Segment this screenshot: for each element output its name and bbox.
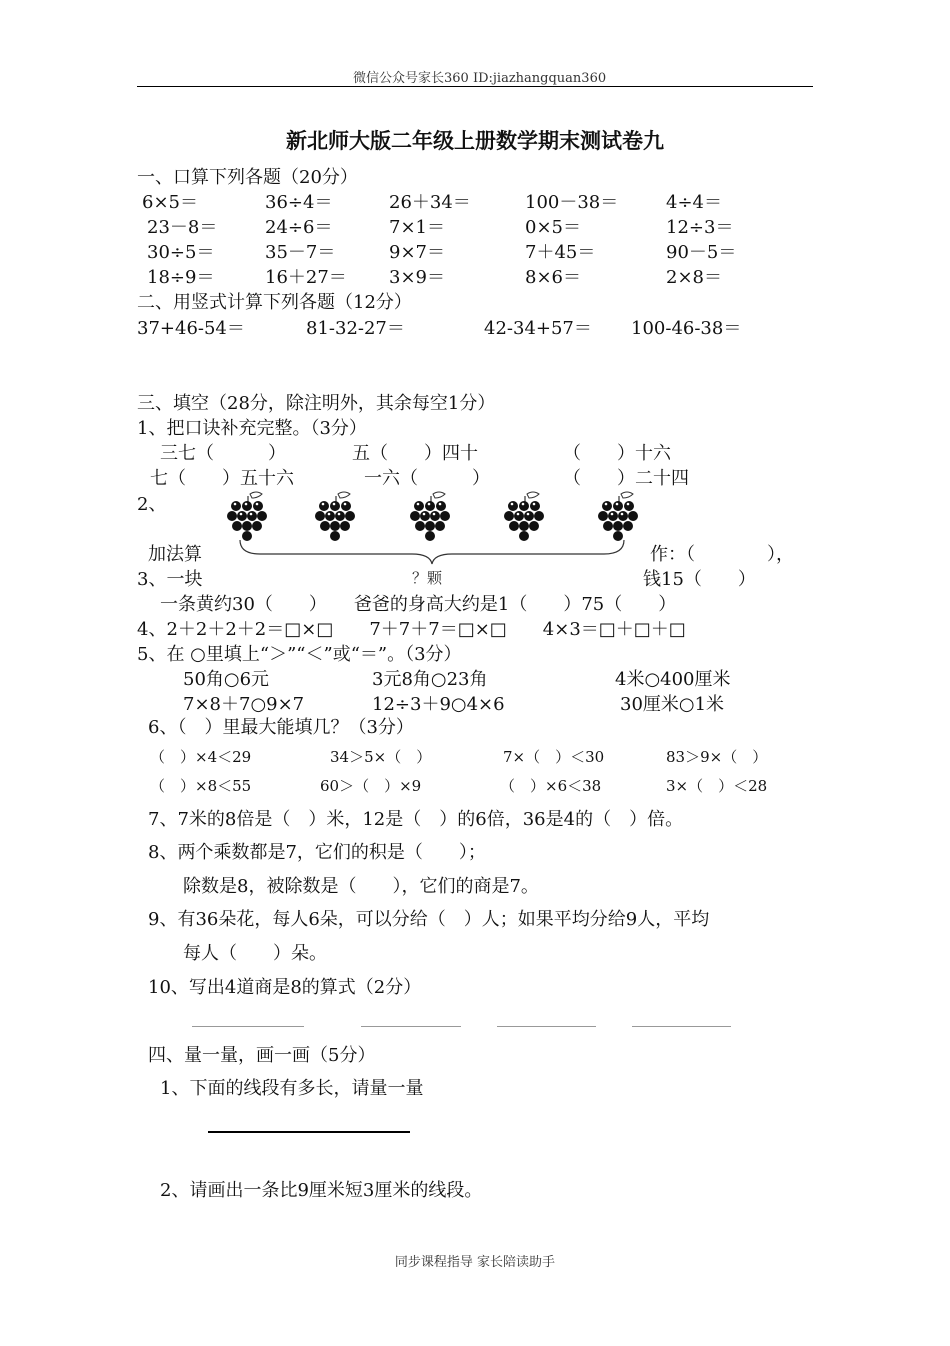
q8-line2: 除数是8，被除数是（ ），它们的商是7。 <box>183 876 539 897</box>
q6-row2-c: （ ）×6＜38 <box>500 777 602 795</box>
s4-q2: 2、请画出一条比9厘米短3厘米的线段。 <box>160 1180 483 1201</box>
grape-icon <box>503 490 547 542</box>
page-footer: 同步课程指导 家长陪读助手 <box>394 1255 556 1270</box>
q3-line2: 一条黄约30（ ） 爸爸的身高大约是1（ ）75（ ） <box>160 594 677 615</box>
q8-line1: 8、两个乘数都是7，它们的积是（ ）； <box>148 842 486 863</box>
q6-row2-a: （ ）×8＜55 <box>150 777 252 795</box>
mental-calc-item: 8×6＝ <box>525 267 581 288</box>
q1-label: 1、把口诀补充完整。（3分） <box>137 418 367 439</box>
answer-blank-2[interactable] <box>361 1026 461 1027</box>
q1-row2-c: （ ）二十四 <box>563 468 689 489</box>
mental-calc-item: 30÷5＝ <box>147 242 215 263</box>
section2-heading: 二、用竖式计算下列各题（12分） <box>137 292 412 313</box>
q2-label: 2、 <box>137 494 167 515</box>
q6-row2-d: 3×（ ）＜28 <box>666 777 768 795</box>
grape-icon <box>409 490 453 542</box>
q3-line1-left: 3、一块 <box>137 569 203 590</box>
mental-calc-item: 23－8＝ <box>147 217 218 238</box>
q6-label: 6、（ ）里最大能填几？（3分） <box>148 717 414 738</box>
q7: 7、7米的8倍是（ ）米，12是（ ）的6倍，36是4的（ ）倍。 <box>148 809 684 830</box>
brace-label: ？颗 <box>412 569 443 587</box>
brace <box>236 536 628 566</box>
mental-calc-item: 7×1＝ <box>389 217 445 238</box>
grape-icon <box>226 490 270 542</box>
q6-row2-b: 60＞（ ）×9 <box>320 777 422 795</box>
mental-calc-item: 18÷9＝ <box>147 267 215 288</box>
measure-segment <box>208 1131 410 1133</box>
mental-calc-item: 36÷4＝ <box>265 192 333 213</box>
answer-blank-4[interactable] <box>632 1026 731 1027</box>
q2-add-left: 加法算 <box>148 544 202 565</box>
q5-row1-a: 50角○6元 <box>183 669 270 690</box>
q4: 4、2＋2＋2＋2＝□×□ 7＋7＋7＝□×□ 4×3＝□＋□＋□ <box>137 619 686 640</box>
answer-blank-1[interactable] <box>192 1026 304 1027</box>
mental-calc-item: 12÷3＝ <box>666 217 734 238</box>
mental-calc-item: 24÷6＝ <box>265 217 333 238</box>
q10: 10、写出4道商是8的算式（2分） <box>148 977 422 998</box>
mental-calc-item: 0×5＝ <box>525 217 581 238</box>
mental-calc-item: 26＋34＝ <box>389 192 471 213</box>
q1-row1-a: 三七（ ） <box>160 443 286 464</box>
mental-calc-item: 9×7＝ <box>389 242 445 263</box>
page-title: 新北师大版二年级上册数学期末测试卷九 <box>286 128 664 153</box>
answer-blank-3[interactable] <box>497 1026 596 1027</box>
mental-calc-item: 2×8＝ <box>666 267 722 288</box>
mental-calc-item: 4÷4＝ <box>666 192 722 213</box>
q1-row2-a: 七（ ）五十六 <box>150 468 294 489</box>
mental-calc-item: 6×5＝ <box>142 192 198 213</box>
section4-heading: 四、量一量，画一画（5分） <box>148 1045 376 1066</box>
grape-icon <box>314 490 358 542</box>
mental-calc-item: 35－7＝ <box>265 242 336 263</box>
mental-calc-item: 3×9＝ <box>389 267 445 288</box>
vertical-calc-2: 81-32-27＝ <box>306 318 405 339</box>
vertical-calc-3: 42-34+57＝ <box>484 318 592 339</box>
q1-row1-b: 五（ ）四十 <box>352 443 478 464</box>
mental-calc-item: 100－38＝ <box>525 192 619 213</box>
section1-heading: 一、口算下列各题（20分） <box>137 167 358 188</box>
q2-add-right: 作：（ ）， <box>650 544 794 565</box>
q5-row1-c: 4米○400厘米 <box>615 669 731 690</box>
vertical-calc-4: 100-46-38＝ <box>631 318 742 339</box>
q5-row2-c: 30厘米○1米 <box>620 694 725 715</box>
q6-row1-a: （ ）×4＜29 <box>150 748 252 766</box>
q5-row2-b: 12÷3＋9○4×6 <box>372 694 505 715</box>
page-header: 微信公众号家长360 ID:jiazhangquan360 <box>353 71 607 86</box>
section3-heading: 三、填空（28分，除注明外，其余每空1分） <box>137 393 496 414</box>
q3-line1-right: 钱15（ ） <box>643 569 756 590</box>
mental-calc-item: 7＋45＝ <box>525 242 596 263</box>
header-rule <box>137 86 813 87</box>
q9-line2: 每人（ ）朵。 <box>183 943 327 964</box>
s4-q1: 1、下面的线段有多长，请量一量 <box>160 1078 424 1099</box>
q6-row1-c: 7×（ ）＜30 <box>503 748 605 766</box>
grape-icon <box>597 490 641 542</box>
q5-row1-b: 3元8角○23角 <box>372 669 488 690</box>
q1-row1-c: （ ）十六 <box>563 443 671 464</box>
vertical-calc-1: 37+46-54＝ <box>137 318 245 339</box>
q6-row1-d: 83＞9×（ ） <box>666 748 768 766</box>
mental-calc-item: 90－5＝ <box>666 242 737 263</box>
q9-line1: 9、有36朵花，每人6朵，可以分给（ ）人；如果平均分给9人，平均 <box>148 909 710 930</box>
mental-calc-item: 16＋27＝ <box>265 267 347 288</box>
q1-row2-b: 一六（ ） <box>364 468 490 489</box>
q5-row2-a: 7×8＋7○9×7 <box>183 694 305 715</box>
q5-label: 5、在 ○里填上“＞”“＜”或“＝”。（3分） <box>137 644 462 665</box>
q6-row1-b: 34＞5×（ ） <box>330 748 432 766</box>
